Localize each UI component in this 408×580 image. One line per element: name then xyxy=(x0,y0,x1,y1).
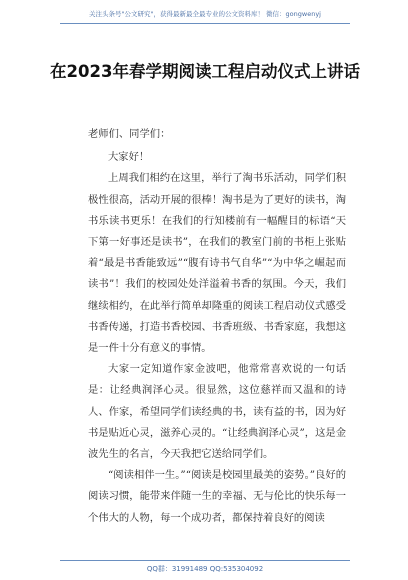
header-divider xyxy=(60,23,350,24)
document-body xyxy=(88,124,346,529)
document-title: 在2023年春学期阅读工程启动仪式上讲话 xyxy=(50,62,360,81)
greeting: 大家好！ xyxy=(108,151,150,164)
footer-divider xyxy=(60,560,350,561)
paragraph: “阅读相伴一生。”“阅读是校园里最美的姿势。”良好的阅读习惯，能带来伴随一生的幸福、无与伦比的快乐每一个伟大的人物，每一个成功者，都保持着良好的阅读 xyxy=(88,469,346,524)
salutation: 老师们、同学们： xyxy=(88,128,171,140)
footer-contact: QQ群：31991489 QQ:535304092 xyxy=(146,565,264,573)
paragraph: 上周我们相约在这里，举行了淘书乐活动，同学们积极性很高，活动开展的很棒！淘书是为了更好的读书，淘书乐读书更乐！在我们的行知楼前有一幅醒目的标语“天下第一好事还是读书”，在我们的教室门前的书柜上张贴着“最是书香能致远”“腹有诗书气自华”“为中华之崛起而读书”！我们的校园处处洋溢着书香的氛围。今天，我们继续相约，在此举行简单却隆重的阅读工程启动仪式感受书香传递，打造书香校园、书香班级、书香家庭，我想这是一件十分有意义的事情。 xyxy=(88,172,346,355)
header-banner: 关注头条号"公文研究"，获得最新最全最专业的公文资料库！ 微信：gongwenyj xyxy=(89,10,321,18)
paragraph: 大家一定知道作家金波吧，他常常喜欢说的一句话是：让经典润泽心灵。很显然，这位慈祥而又温和的诗人、作家，希望同学们读经典的书，读有益的书，因为好书是贴近心灵，滋养心灵的。“让经典润泽心灵”，这是金波先生的名言，今天我把它送给同学们。 xyxy=(88,363,346,461)
